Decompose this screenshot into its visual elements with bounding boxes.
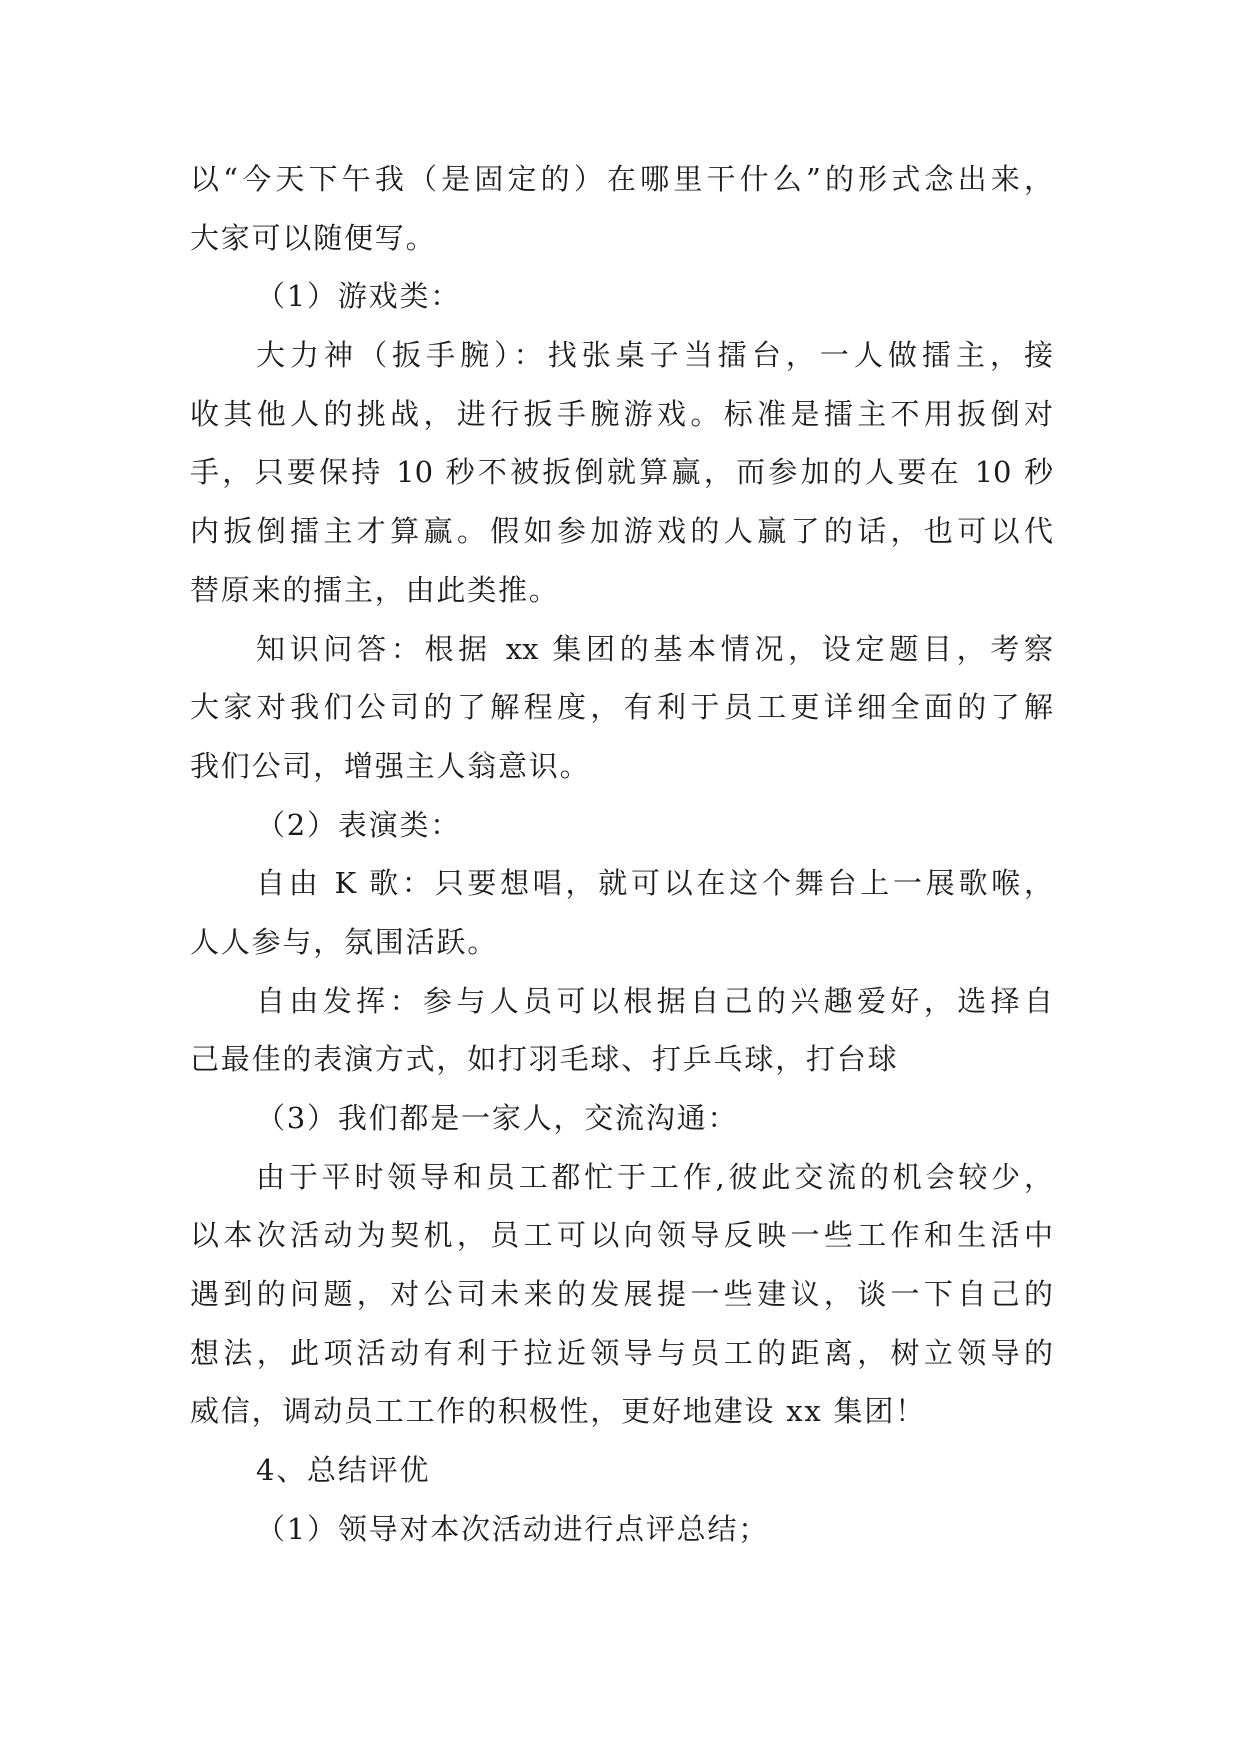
text-line: 由于平时领导和员工都忙于工作,彼此交流的机会较少，: [256, 1159, 1053, 1194]
text-line: 我们公司，增强主人翁意识。: [190, 748, 591, 783]
text-line: 以“今天下午我（是固定的）在哪里干什么”的形式念出来，: [190, 162, 1053, 196]
text-line: 遇到的问题，对公司未来的发展提一些建议，谈一下自己的: [190, 1277, 1053, 1312]
text-line: 大力神（扳手腕）：找张桌子当擂台，一人做擂主，接: [256, 338, 1053, 373]
text-line: 以本次活动为契机，员工可以向领导反映一些工作和生活中: [190, 1218, 1053, 1253]
text-line: 大家对我们公司的了解程度，有利于员工更详细全面的了解: [190, 690, 1053, 725]
document-body: [190, 150, 1053, 1559]
text-line: 人人参与，氛围活跃。: [190, 924, 499, 959]
text-line: 内扳倒擂主才算赢。假如参加游戏的人赢了的话，也可以代: [190, 514, 1053, 549]
text-line: 己最佳的表演方式，如打羽毛球、打乒乓球，打台球: [190, 1042, 899, 1077]
text-line: 手，只要保持 10 秒不被扳倒就算赢，而参加的人要在 10 秒: [190, 455, 1053, 490]
text-line: 想法，此项活动有利于拉近领导与员工的距离，树立领导的: [190, 1335, 1053, 1370]
section-heading: （2）表演类：: [256, 807, 462, 842]
text-line: （1）领导对本次活动进行点评总结；: [256, 1511, 770, 1546]
text-line: 替原来的擂主，由此类推。: [190, 572, 560, 607]
text-line: 收其他人的挑战，进行扳手腕游戏。标准是擂主不用扳倒对: [190, 396, 1053, 431]
section-heading: （1）游戏类：: [256, 279, 462, 314]
text-line: 威信，调动员工工作的积极性，更好地建设 xx 集团！: [190, 1394, 926, 1429]
section-heading: （3）我们都是一家人，交流沟通：: [256, 1101, 739, 1135]
text-line: 自由 K 歌：只要想唱，就可以在这个舞台上一展歌喉，: [256, 866, 1053, 901]
text-line: 大家可以随便写。: [190, 220, 437, 255]
section-heading: 4、总结评优: [256, 1453, 431, 1488]
text-line: 自由发挥：参与人员可以根据自己的兴趣爱好，选择自: [256, 983, 1053, 1018]
text-line: 知识问答：根据 xx 集团的基本情况，设定题目，考察: [256, 631, 1053, 666]
